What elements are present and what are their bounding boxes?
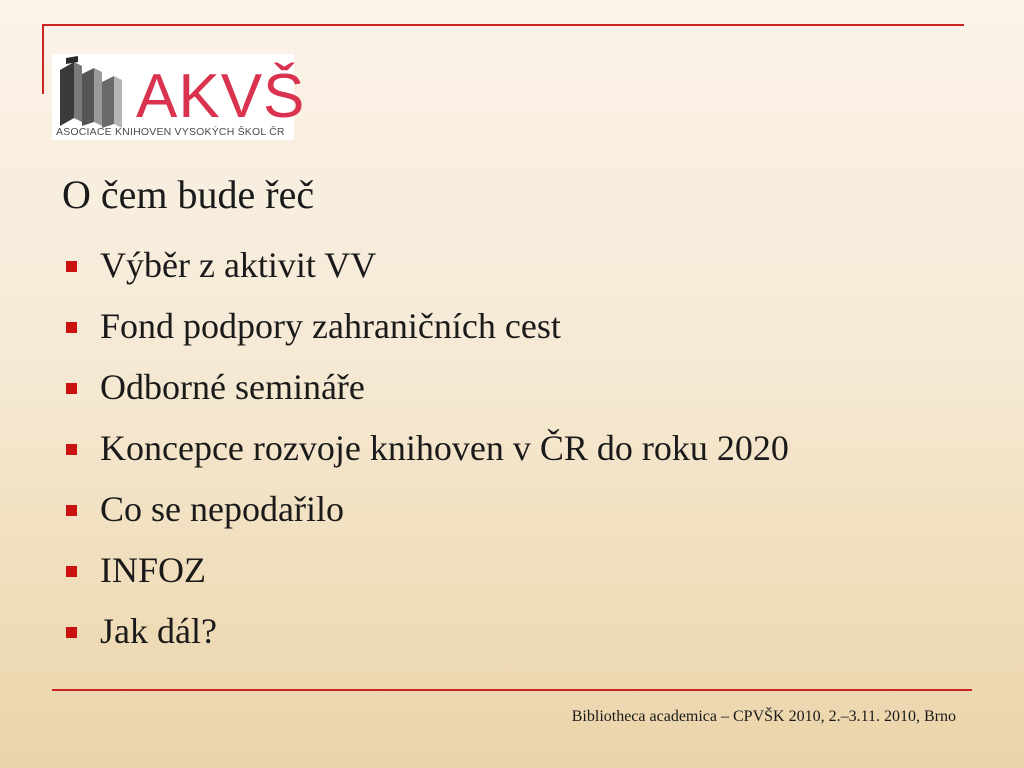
books-icon <box>52 56 136 128</box>
bullet-text: Odborné semináře <box>100 367 365 407</box>
bullet-item <box>64 301 789 362</box>
bullet-square-icon <box>66 627 77 638</box>
bullet-text: INFOZ <box>100 550 206 590</box>
bullet-square-icon <box>66 505 77 516</box>
bullet-item <box>64 240 789 301</box>
bullet-text: Jak dál? <box>100 611 217 651</box>
akvs-logo <box>52 54 306 140</box>
bullet-square-icon <box>66 261 77 272</box>
slide-footer: Bibliotheca academica – CPVŠK 2010, 2.–3.11. 2010, Brno <box>571 708 956 725</box>
left-red-rule <box>42 24 44 94</box>
bullet-item <box>64 423 789 484</box>
bullet-list <box>64 240 789 667</box>
bullet-text: Koncepce rozvoje knihoven v ČR do roku 2020 <box>100 428 789 468</box>
bullet-text: Výběr z aktivit VV <box>100 245 377 285</box>
logo-wordmark: AKVŠ <box>136 62 306 131</box>
bullet-text: Fond podpory zahraničních cest <box>100 306 561 346</box>
bullet-square-icon <box>66 322 77 333</box>
bullet-text: Co se nepodařilo <box>100 489 344 529</box>
top-red-rule <box>44 24 964 26</box>
bullet-item <box>64 362 789 423</box>
bullet-square-icon <box>66 566 77 577</box>
slide-title: O čem bude řeč <box>62 172 315 217</box>
bottom-red-rule <box>52 689 972 691</box>
bullet-item <box>64 606 789 667</box>
bullet-square-icon <box>66 383 77 394</box>
bullet-item <box>64 545 789 606</box>
logo-subtitle: ASOCIACE KNIHOVEN VYSOKÝCH ŠKOL ČR <box>56 126 285 138</box>
bullet-square-icon <box>66 444 77 455</box>
bullet-item <box>64 484 789 545</box>
